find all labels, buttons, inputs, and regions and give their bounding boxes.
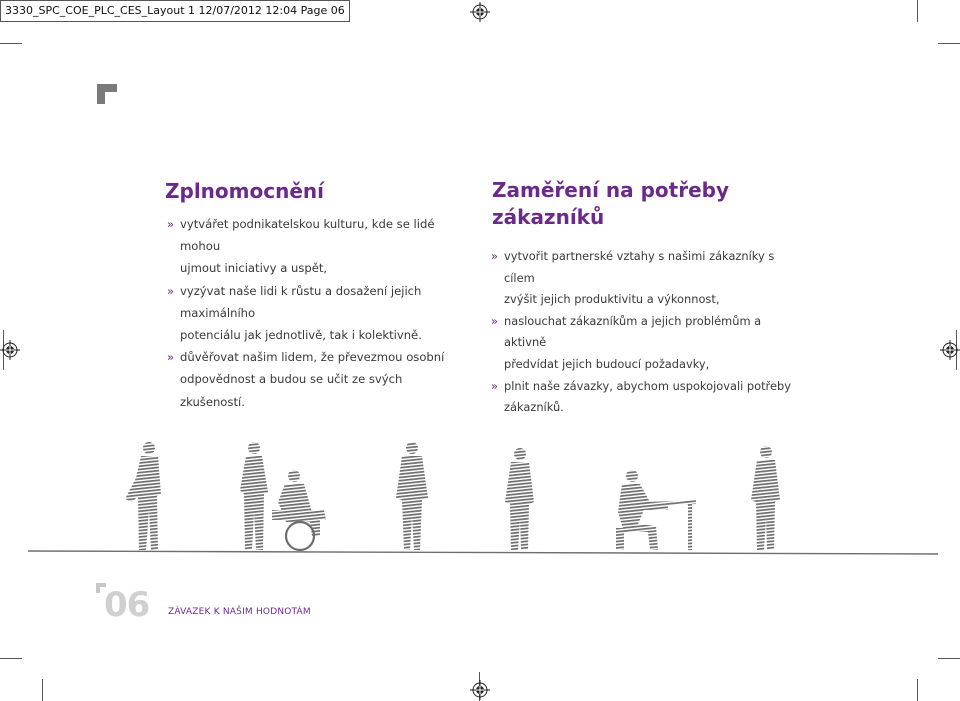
figure-standing-casual [751, 446, 780, 550]
bullet-marker: » [167, 217, 175, 231]
bullet-marker: » [167, 350, 175, 365]
corner-bracket-icon [97, 84, 117, 104]
list-item-line: naslouchat zákazníkům a jejich problémům a aktivně [504, 313, 762, 350]
heading-line: zákazníků [492, 205, 605, 229]
figure-standing-arms-crossed [505, 448, 534, 550]
section-heading-customer-focus [492, 177, 752, 231]
registration-mark-icon [940, 340, 960, 360]
list-item [491, 376, 801, 419]
bullet-marker: » [167, 283, 175, 298]
list-item-line: zvýšit jejich produktivitu a výkonnost, [504, 292, 720, 307]
bullet-marker: » [491, 378, 498, 393]
bullet-marker: » [491, 249, 498, 263]
heading-line: Zaměření na potřeby [492, 178, 729, 202]
figure-wheelchair [272, 470, 326, 550]
section-label: ZÁVAZEK K NAŠIM HODNOTÁM [168, 607, 311, 617]
list-item-line: důvěřovat našim lidem, že převezmou osobní [180, 350, 445, 365]
list-item-line: odpovědnost a budou se učit ze svých zkušeností. [180, 372, 403, 409]
page-number: 06 [104, 585, 150, 625]
list-item-line: potenciálu jak jednotlivě, tak i kolektivně. [180, 328, 422, 343]
list-item-line: předvídat jejich budoucí požadavky, [504, 356, 710, 371]
crop-mark-top-right-h [938, 43, 960, 44]
list-item [167, 280, 467, 347]
list-item-line: ujmout iniciativy a uspět, [180, 261, 328, 276]
list-item-line: plnit naše závazky, abychom uspokojovali potřeby [504, 378, 791, 393]
empowerment-list [167, 213, 467, 413]
list-item-line: zákazníků. [504, 400, 564, 415]
figure-seated-at-desk [616, 470, 696, 550]
customer-focus-list [491, 246, 801, 419]
section-heading-empowerment: Zplnomocnění [165, 179, 324, 203]
figure-standing-front [396, 442, 428, 550]
registration-mark-icon [0, 340, 20, 360]
figure-standing-briefcase [125, 442, 161, 550]
list-item [167, 213, 467, 280]
list-item [167, 346, 467, 413]
print-slug: 3330_SPC_COE_PLC_CES_Layout 1 12/07/2012 12:04 Page 06 [0, 0, 350, 22]
figure-standing-side [240, 442, 268, 550]
crop-mark-bottom-right-v [917, 679, 918, 701]
list-item-line: vyzývat naše lidi k růstu a dosažení jejich maximálního [180, 283, 422, 320]
crop-mark-bottom-left-v [42, 679, 43, 701]
registration-mark-icon [470, 2, 490, 22]
crop-mark-top-right-v [917, 0, 918, 22]
people-sketch-illustration [28, 432, 938, 562]
list-item-line: vytvořit partnerské vztahy s našimi zákazníky s cílem [504, 249, 775, 285]
crop-mark-bottom-left-h [0, 658, 22, 659]
crop-mark-top-left-h [0, 43, 22, 44]
ground-line [28, 551, 938, 554]
list-item [491, 246, 801, 311]
list-item-line: vytvářet podnikatelskou kulturu, kde se lidé mohou [180, 217, 435, 254]
bullet-marker: » [491, 313, 498, 328]
registration-mark-icon [470, 680, 490, 700]
list-item [491, 311, 801, 376]
crop-mark-bottom-right-h [938, 658, 960, 659]
